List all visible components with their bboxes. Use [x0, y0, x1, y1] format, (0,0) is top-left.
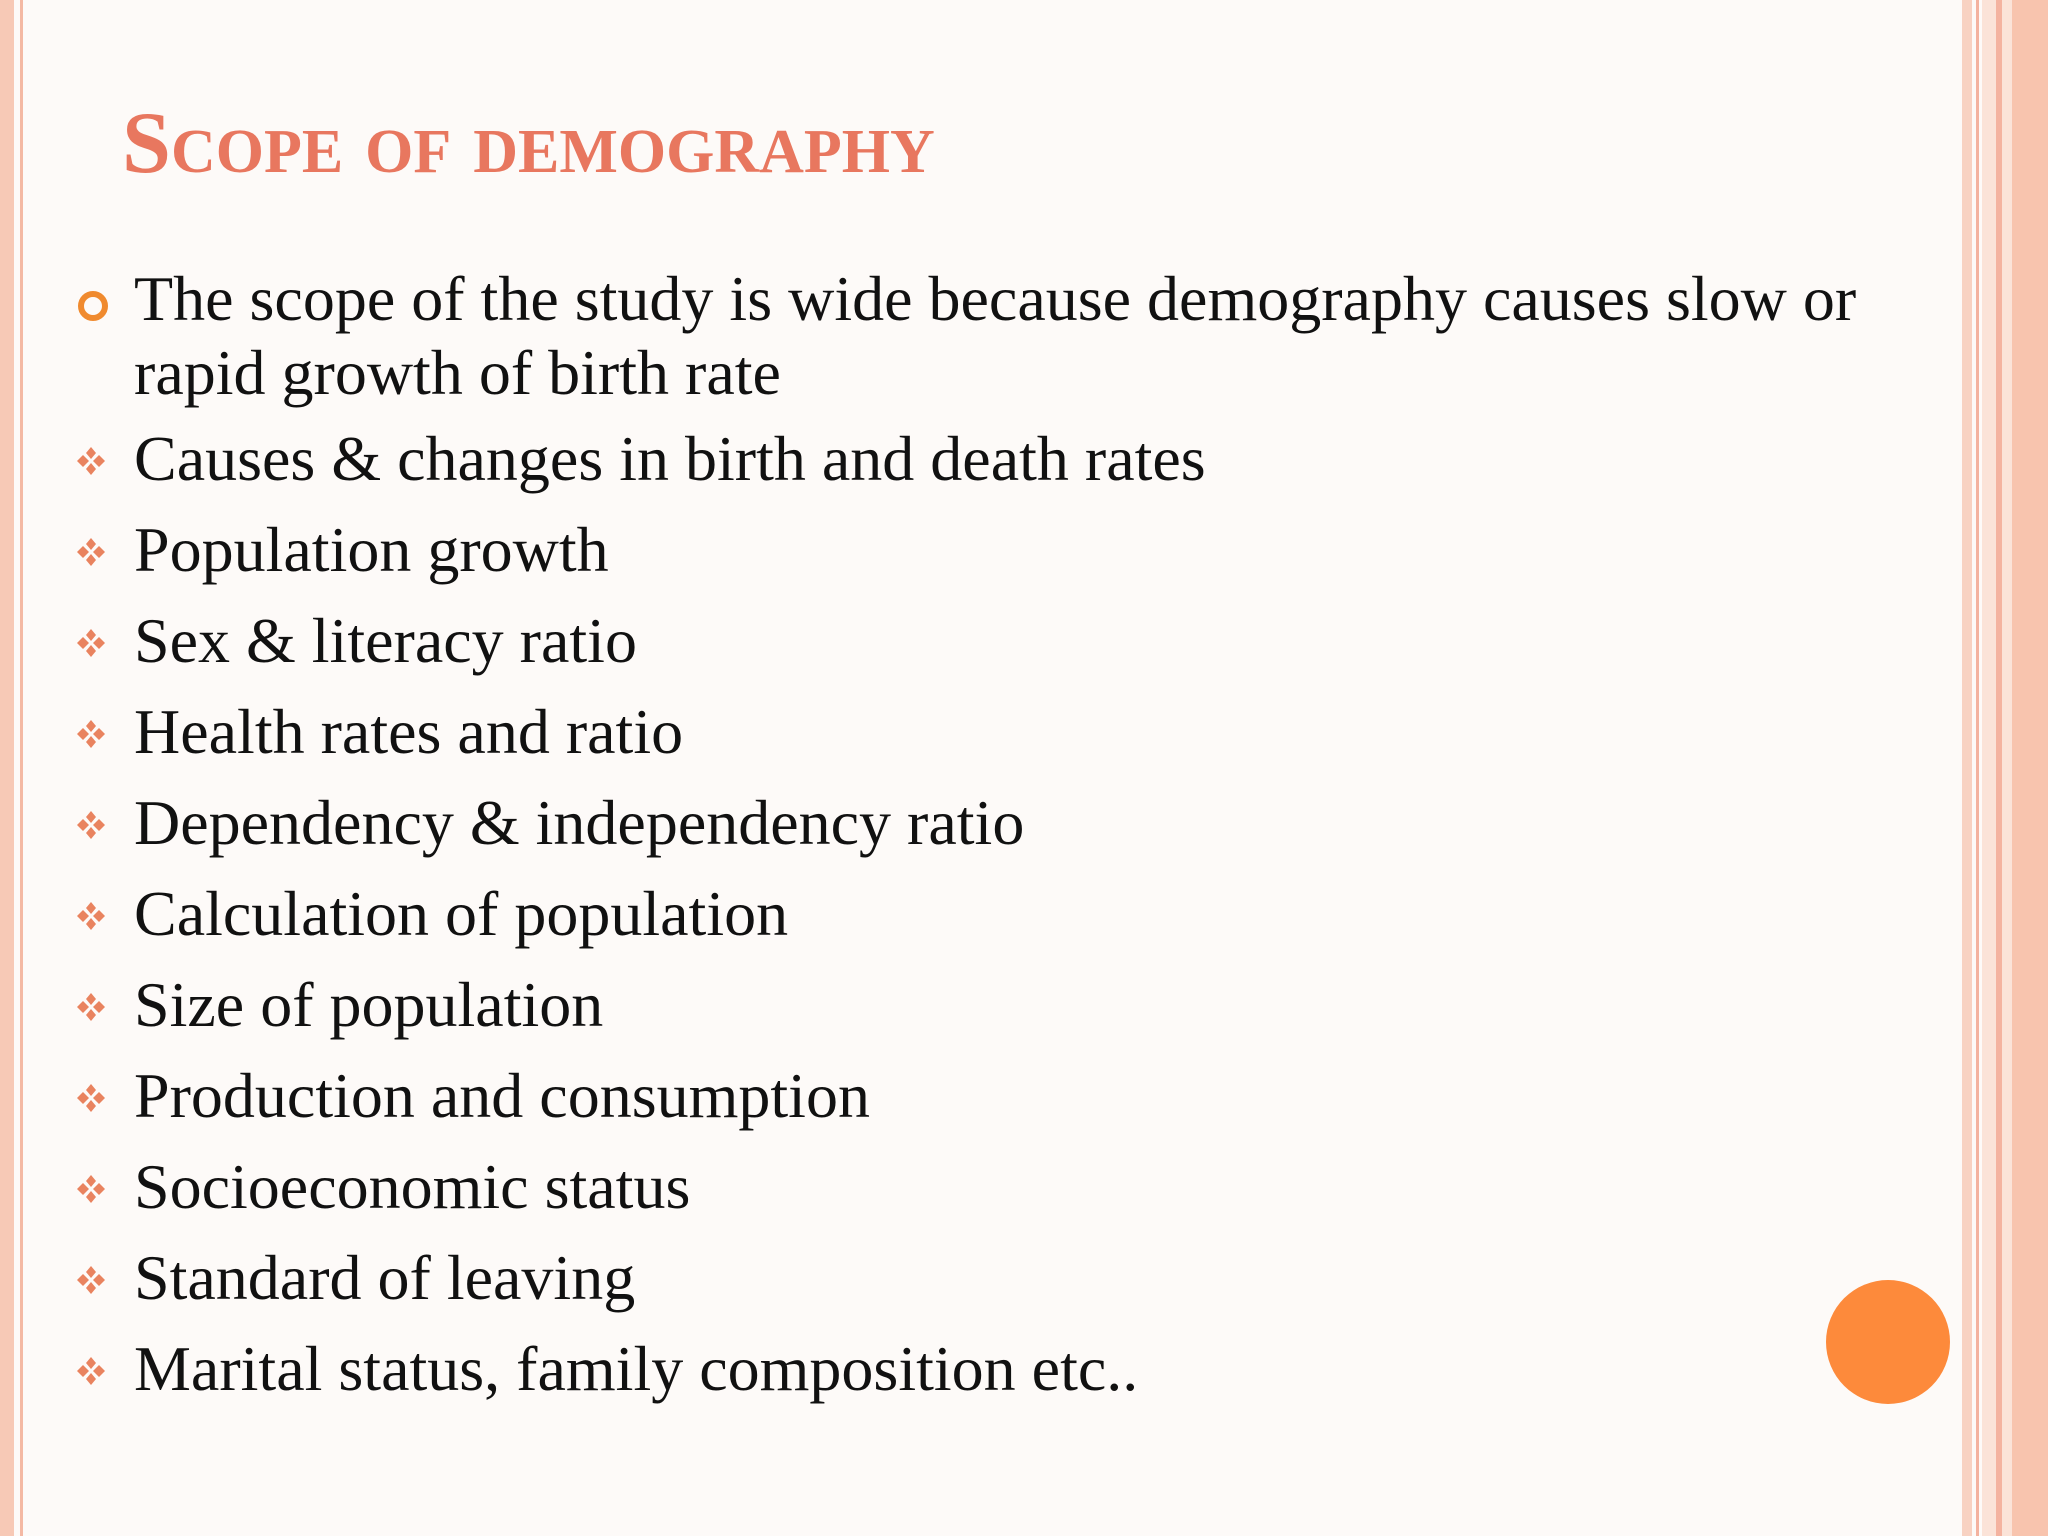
list-item-text: Size of population	[134, 969, 604, 1040]
list-item	[70, 422, 1920, 496]
list-item	[70, 877, 1920, 951]
slide-title: Scope of demography	[122, 95, 935, 192]
list-item	[70, 1241, 1920, 1315]
diamond-bullet-icon	[70, 604, 110, 678]
list-item-text: Sex & literacy ratio	[134, 605, 637, 676]
left-border-band	[0, 0, 14, 1536]
list-item	[70, 513, 1920, 587]
diamond-bullet-icon	[70, 695, 110, 769]
list-item-text: Population growth	[134, 514, 609, 585]
right-border-stripe	[1976, 0, 1979, 1536]
list-item-text: Causes & changes in birth and death rates	[134, 423, 1206, 494]
diamond-bullet-icon	[70, 422, 110, 496]
list-item-text: Dependency & independency ratio	[134, 787, 1025, 858]
list-item	[70, 604, 1920, 678]
diamond-bullet-icon	[70, 877, 110, 951]
diamond-bullet-icon	[70, 968, 110, 1042]
list-item-text: Calculation of population	[134, 878, 789, 949]
diamond-bullet-icon	[70, 1332, 110, 1406]
list-item	[70, 695, 1920, 769]
diamond-bullet-icon	[70, 513, 110, 587]
right-border-stripe	[1962, 0, 1972, 1536]
list-item-text: The scope of the study is wide because demography causes slow or rapid growth of birth rate	[134, 263, 1857, 408]
list-item-text: Marital status, family composition etc..	[134, 1333, 1139, 1404]
diamond-bullet-icon	[70, 1150, 110, 1224]
bullet-list	[70, 262, 1920, 1423]
right-border-stripe	[1982, 0, 1996, 1536]
right-border-stripe	[2012, 0, 2048, 1536]
list-item	[70, 968, 1920, 1042]
list-item-text: Health rates and ratio	[134, 696, 684, 767]
ring-bullet-icon	[70, 262, 110, 336]
list-item-text: Socioeconomic status	[134, 1151, 691, 1222]
diamond-bullet-icon	[70, 1059, 110, 1133]
list-item	[70, 262, 1920, 410]
list-item-text: Production and consumption	[134, 1060, 870, 1131]
list-item	[70, 1332, 1920, 1406]
list-item	[70, 786, 1920, 860]
accent-circle	[1826, 1280, 1950, 1404]
diamond-bullet-icon	[70, 786, 110, 860]
list-item	[70, 1059, 1920, 1133]
list-item	[70, 1150, 1920, 1224]
left-border-line	[20, 0, 23, 1536]
diamond-bullet-icon	[70, 1241, 110, 1315]
right-border-stripe	[2002, 0, 2012, 1536]
list-item-text: Standard of leaving	[134, 1242, 636, 1313]
